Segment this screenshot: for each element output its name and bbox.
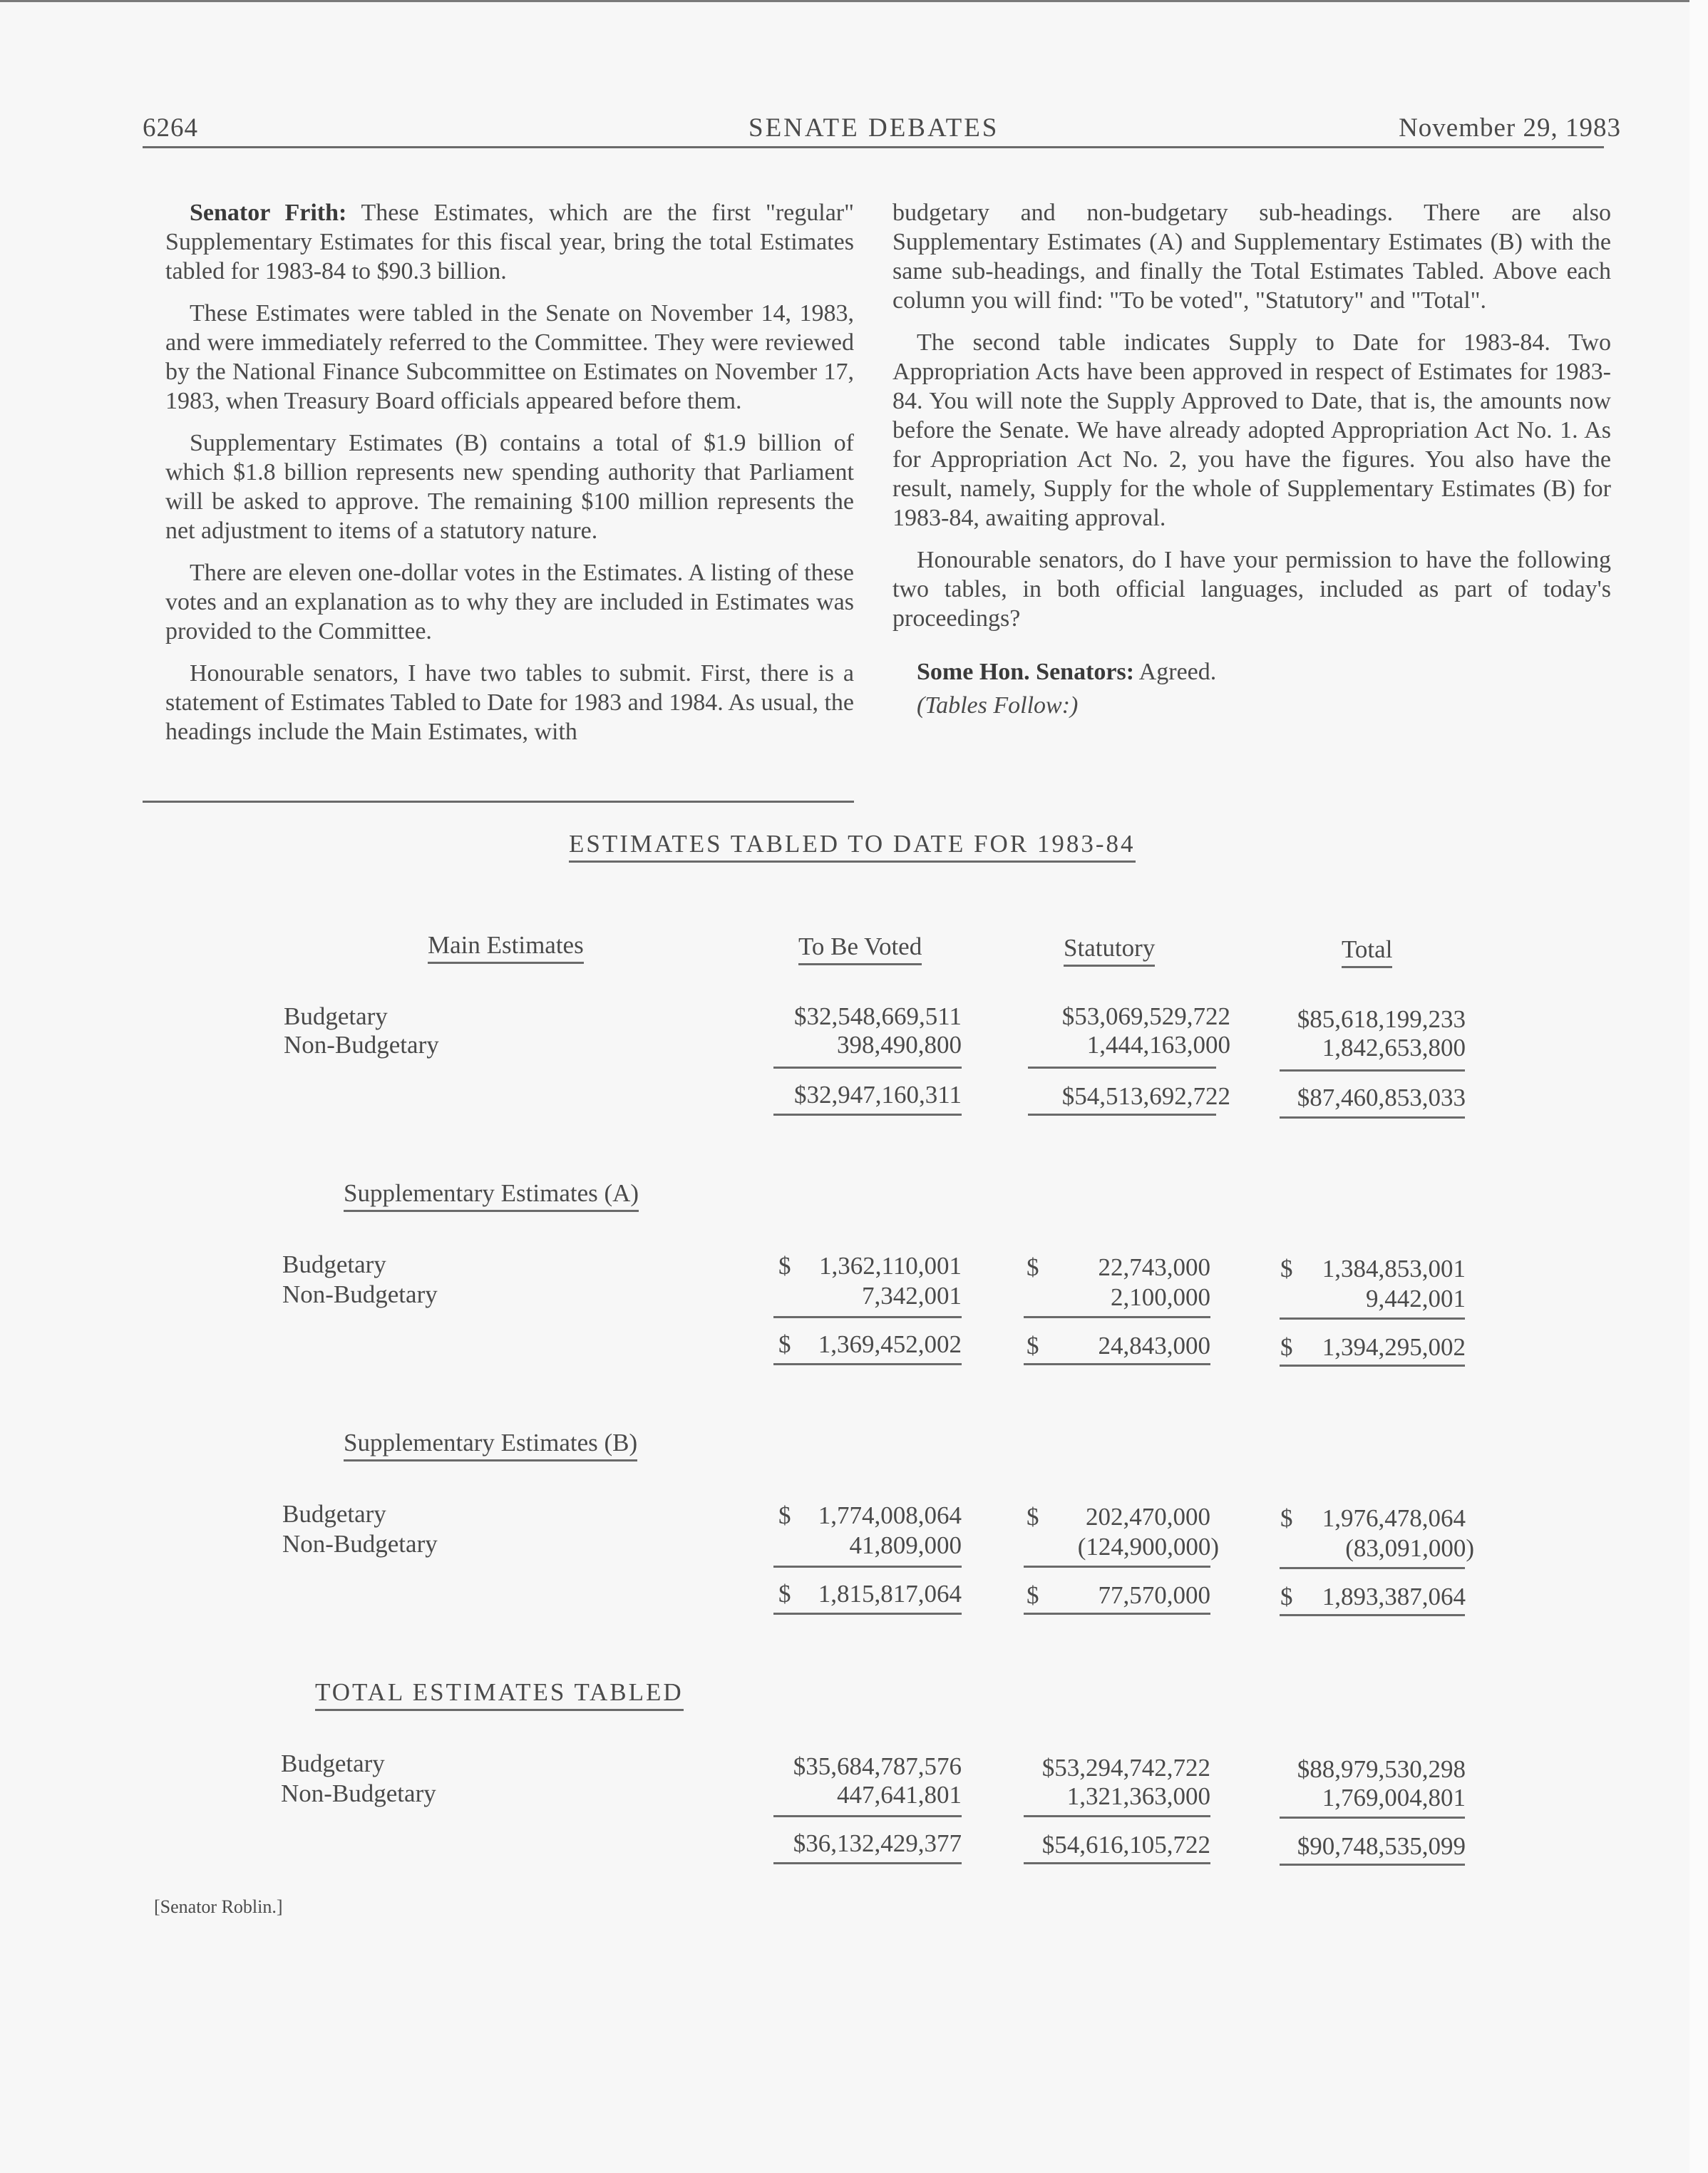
currency-symbol: $ <box>1027 1332 1039 1360</box>
cell-value: 2,100,000 <box>1111 1283 1210 1311</box>
currency-symbol: $ <box>778 1252 791 1280</box>
cell-value: 22,743,000 <box>1098 1253 1210 1281</box>
subtotal-rule <box>773 1815 962 1817</box>
cell-value: 1,842,653,800 <box>1322 1034 1466 1062</box>
total-rule <box>1028 1114 1216 1116</box>
currency-symbol: $ <box>1027 1253 1039 1281</box>
cell-value: $53,294,742,722 <box>1041 1754 1210 1782</box>
cell-total: $36,132,429,377 <box>793 1829 962 1857</box>
cell-value: 7,342,001 <box>862 1282 962 1310</box>
cell-total: $54,616,105,722 <box>1041 1831 1210 1859</box>
cell-value: 1,976,478,064 <box>1322 1504 1466 1532</box>
subtotal-rule <box>1280 1817 1465 1819</box>
total-rule <box>1280 1116 1465 1119</box>
row-label-non-budgetary: Non-Budgetary <box>284 1031 439 1059</box>
cell-value: (83,091,000) <box>1345 1534 1474 1562</box>
cell-total: 77,570,000 <box>1098 1581 1210 1609</box>
currency-symbol: $ <box>1280 1583 1293 1611</box>
cell-value: 447,641,801 <box>837 1781 962 1809</box>
row-label-budgetary: Budgetary <box>282 1500 386 1528</box>
cell-total: 1,394,295,002 <box>1322 1333 1466 1361</box>
issue-date: November 29, 1983 <box>1399 113 1621 143</box>
column-header: Total <box>1342 935 1392 964</box>
column-header: Statutory <box>1064 934 1155 962</box>
total-rule <box>773 1363 962 1365</box>
right-column <box>892 198 1611 733</box>
left-column <box>165 198 854 759</box>
section-heading: TOTAL ESTIMATES TABLED <box>315 1678 684 1707</box>
page-number: 6264 <box>143 113 198 143</box>
table-title: ESTIMATES TABLED TO DATE FOR 1983-84 <box>569 830 1136 858</box>
total-rule <box>773 1114 962 1116</box>
paragraph: Honourable senators, do I have your permission to have the following two tables, in both official languages, included as part of today's proceedings? <box>892 547 1611 632</box>
total-rule <box>1280 1614 1465 1616</box>
subtotal-rule <box>773 1067 962 1069</box>
cell-value: 1,444,163,000 <box>1086 1031 1230 1059</box>
subtotal-rule <box>773 1566 962 1568</box>
header-rule <box>143 146 1604 148</box>
subtotal-rule <box>1280 1317 1465 1320</box>
paragraph: The second table indicates Supply to Date for 1983-84. Two Appropriation Acts have been approved in respect of Estimates for 1983-84. You will note the Supply Approved to Date, that is, the amounts now before the Senate. We have already adopted Appropriation Act No. 1. As for Appropriation Act No. 2, you have the figures. You also have the result, namely, Supply for the whole of Supplementary Estimates (B) for 1983-84, awaiting approval. <box>892 329 1611 531</box>
total-rule <box>1280 1864 1465 1866</box>
cell-total: $32,947,160,311 <box>794 1081 962 1109</box>
currency-symbol: $ <box>1280 1333 1293 1361</box>
cell-total: 1,893,387,064 <box>1322 1583 1466 1611</box>
paragraph-text: Agreed. <box>1134 659 1217 685</box>
publication-title: SENATE DEBATES <box>748 113 999 143</box>
currency-symbol: $ <box>1280 1504 1293 1532</box>
paragraph: There are eleven one-dollar votes in the Estimates. A listing of these votes and an explanation as to why they are included in Estimates was provided to the Committee. <box>165 560 854 644</box>
paragraph: These Estimates were tabled in the Senate on November 14, 1983, and were immediately referred to the Committee. They were reviewed by the National Finance Subcommittee on Estimates on November 17, 1983, when Treasury Board officials appeared before them. <box>165 300 854 414</box>
cell-total: 1,369,452,002 <box>818 1330 962 1358</box>
cell-value: 202,470,000 <box>1086 1503 1210 1531</box>
cell-value: 1,321,363,000 <box>1066 1782 1210 1810</box>
cell-value: $88,979,530,298 <box>1297 1755 1466 1783</box>
cell-value: 1,769,004,801 <box>1322 1784 1466 1812</box>
cell-value: $85,618,199,233 <box>1297 1005 1466 1033</box>
row-label-non-budgetary: Non-Budgetary <box>282 1530 438 1558</box>
subtotal-rule <box>1280 1567 1465 1569</box>
total-rule <box>1024 1862 1210 1864</box>
paragraph <box>165 198 854 286</box>
cell-value: 41,809,000 <box>849 1531 962 1559</box>
subtotal-rule <box>1028 1067 1216 1069</box>
paragraph: budgetary and non-budgetary sub-headings. There are also Supplementary Estimates (A) and Supplementary Estimates (B) with the same sub-headings, and finally the Total Estimates Tabled. Above each column you will find: "To be voted", "Statutory" and "Total". <box>892 200 1611 314</box>
subtotal-rule <box>1024 1815 1210 1817</box>
page-edge <box>1689 0 1708 2173</box>
cell-value: $32,548,669,511 <box>794 1002 962 1030</box>
speaker-note: [Senator Roblin.] <box>154 1896 283 1917</box>
total-rule <box>1280 1365 1465 1367</box>
row-label-budgetary: Budgetary <box>281 1750 385 1777</box>
paragraph: Honourable senators, I have two tables to submit. First, there is a statement of Estimates Tabled to Date for 1983 and 1984. As usual, the headings include the Main Estimates, with <box>165 660 854 745</box>
section-heading: Supplementary Estimates (B) <box>344 1429 637 1457</box>
cell-value: (124,900,000) <box>1077 1533 1219 1561</box>
subtotal-rule <box>1280 1069 1465 1072</box>
currency-symbol: $ <box>778 1330 791 1358</box>
total-rule <box>773 1613 962 1615</box>
cell-total: 1,815,817,064 <box>818 1580 962 1608</box>
paragraph <box>892 657 1611 687</box>
currency-symbol: $ <box>1027 1503 1039 1531</box>
total-rule <box>773 1862 962 1864</box>
section-heading: Main Estimates <box>428 931 584 960</box>
speaker-name: Some Hon. Senators: <box>917 659 1135 685</box>
cell-value: 1,384,853,001 <box>1322 1255 1466 1283</box>
section-heading: Supplementary Estimates (A) <box>344 1179 639 1208</box>
currency-symbol: $ <box>1027 1581 1039 1609</box>
total-rule <box>1024 1363 1210 1365</box>
row-label-budgetary: Budgetary <box>282 1250 386 1278</box>
cell-value: $35,684,787,576 <box>793 1752 962 1780</box>
subtotal-rule <box>1024 1566 1210 1568</box>
total-rule <box>1024 1613 1210 1615</box>
paragraph-text: These Estimates, which are the first "regular" Supplementary Estimates for this fiscal year, bring the total Estimates tabled for 1983-84 to $90.3 billion. <box>165 200 854 284</box>
cell-value: 1,362,110,001 <box>819 1252 962 1280</box>
cell-value: $53,069,529,722 <box>1061 1002 1230 1030</box>
top-border <box>0 0 1689 2</box>
subtotal-rule <box>1024 1316 1210 1318</box>
currency-symbol: $ <box>778 1501 791 1529</box>
column-header: To Be Voted <box>798 933 922 961</box>
cell-total: $54,513,692,722 <box>1061 1082 1230 1110</box>
currency-symbol: $ <box>1280 1255 1293 1283</box>
speaker-name: Senator Frith: <box>190 200 347 226</box>
currency-symbol: $ <box>778 1580 791 1608</box>
row-label-budgetary: Budgetary <box>284 1002 388 1030</box>
cell-total: 24,843,000 <box>1098 1332 1210 1360</box>
cell-value: 9,442,001 <box>1366 1285 1466 1312</box>
cell-total: $87,460,853,033 <box>1297 1084 1466 1111</box>
paragraph: Supplementary Estimates (B) contains a total of $1.9 billion of which $1.8 billion represents new spending authority that Parliament will be asked to approve. The remaining $100 million represents the net adjustment to items of a statutory nature. <box>165 430 854 544</box>
cell-value: 398,490,800 <box>837 1031 962 1059</box>
subtotal-rule <box>773 1316 962 1318</box>
row-label-non-budgetary: Non-Budgetary <box>281 1779 436 1807</box>
cell-total: $90,748,535,099 <box>1297 1832 1466 1860</box>
tables-follow-note: (Tables Follow:) <box>917 692 1079 719</box>
column-end-rule <box>143 801 854 803</box>
row-label-non-budgetary: Non-Budgetary <box>282 1280 438 1308</box>
cell-value: 1,774,008,064 <box>818 1501 962 1529</box>
